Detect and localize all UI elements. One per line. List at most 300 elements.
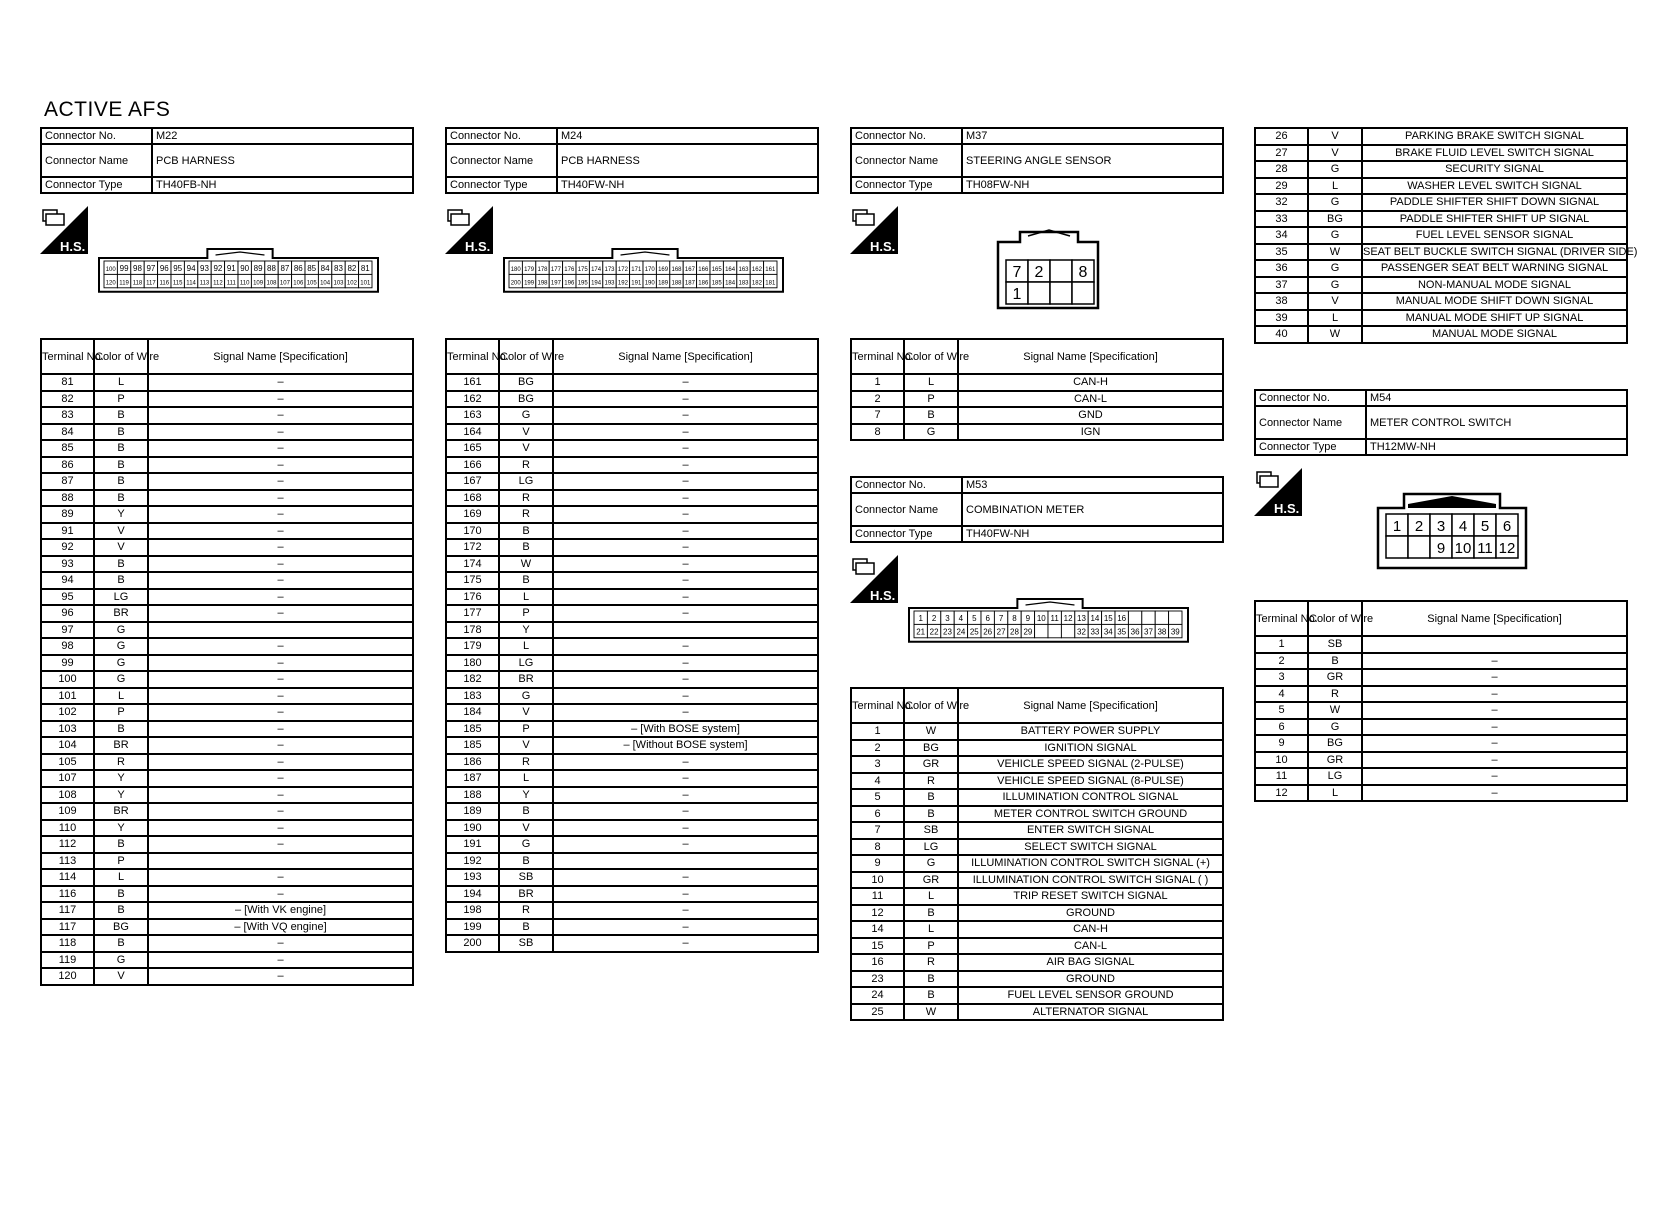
connector-name-label: Connector Name [41,144,152,177]
signal-name-cell: – [148,820,413,837]
terminal-no-cell: 38 [1255,293,1308,310]
pin-label: 5 [1480,518,1490,535]
terminal-no-cell: 178 [446,622,499,639]
signal-name-cell: GROUND [958,905,1223,922]
signal-name-cell: – [553,869,818,886]
signal-name-cell: – [148,605,413,622]
signal-name-cell: SELECT SWITCH SIGNAL [958,839,1223,856]
wire-color-cell: G [499,688,553,705]
wire-color-cell: B [94,424,148,441]
terminal-no-cell: 117 [41,919,94,936]
table-row [41,572,413,589]
pin-cell [1155,611,1168,624]
pin-label: 119 [119,280,129,287]
signal-name-header: Signal Name [Specification] [958,339,1223,374]
wire-color-cell: GR [1308,669,1362,686]
terminal-no-cell: 95 [41,589,94,606]
pin-label: 25 [969,627,979,637]
wire-color-cell: B [94,556,148,573]
connector-name-label: Connector Name [851,493,962,526]
signal-name-cell: – [148,836,413,853]
pin-label: 36 [1130,627,1140,637]
terminal-no-cell: 33 [1255,211,1308,228]
table-row [41,506,413,523]
hs-label: H.S. [870,588,896,603]
connector-type-value: TH12MW-NH [1366,439,1627,455]
wire-color-cell: B [94,457,148,474]
pin-label: 189 [658,280,669,287]
wire-color-cell: R [904,773,958,790]
table-row [446,704,818,721]
table-row [41,622,413,639]
color-of-wire-header: Color of Wire [94,339,148,374]
pin-label: 166 [698,267,709,274]
pin-label: 86 [293,264,303,274]
color-of-wire-header: Color of Wire [1308,601,1362,636]
pin-label: 2 [1414,518,1424,535]
signal-name-header: Signal Name [Specification] [1362,601,1627,636]
terminal-no-cell: 88 [41,490,94,507]
terminal-no-cell: 40 [1255,326,1308,343]
wire-color-cell: SB [904,822,958,839]
terminal-no-cell: 93 [41,556,94,573]
table-row [851,822,1223,839]
table-row [41,853,413,870]
pin-label: 117 [146,280,156,287]
table-row [446,902,818,919]
connector-type-label: Connector Type [851,526,962,542]
connector-no-value: M22 [152,128,413,144]
wire-color-cell: L [499,638,553,655]
pin-cell [1035,624,1048,637]
terminal-no-cell: 185 [446,737,499,754]
wire-color-cell: B [499,803,553,820]
terminal-no-cell: 34 [1255,227,1308,244]
wire-color-cell: W [1308,702,1362,719]
table-row [851,374,1223,391]
connector-type-label: Connector Type [446,177,557,193]
terminal-no-cell: 103 [41,721,94,738]
signal-name-cell: FUEL LEVEL SENSOR GROUND [958,987,1223,1004]
wire-color-cell: V [94,523,148,540]
terminal-no-cell: 113 [41,853,94,870]
wire-color-cell: V [1308,128,1362,145]
table-row [446,836,818,853]
wire-color-cell: W [904,1004,958,1021]
wire-color-cell: GR [904,756,958,773]
wire-color-cell: R [499,506,553,523]
terminal-no-cell: 167 [446,473,499,490]
terminal-no-cell: 186 [446,754,499,771]
pin-label: 177 [550,267,561,274]
table-row [1255,653,1627,670]
table-row [41,803,413,820]
signal-name-cell [148,853,413,870]
table-row [41,952,413,969]
signal-name-cell: – [1362,686,1627,703]
signal-name-cell: – [553,638,818,655]
table-row [446,506,818,523]
wire-color-cell: L [904,888,958,905]
terminal-no-cell: 164 [446,424,499,441]
table-row [446,391,818,408]
table-row [41,737,413,754]
table-row [851,987,1223,1004]
connector-type-value: TH08FW-NH [962,177,1223,193]
signal-name-cell: IGN [958,424,1223,441]
signal-name-cell: – [148,935,413,952]
pin-label: 99 [119,264,129,274]
pin-label: 171 [631,267,642,274]
hs-label: H.S. [1274,501,1300,516]
connector-type-value: TH40FW-NH [557,177,818,193]
terminal-no-cell: 35 [1255,244,1308,261]
terminal-no-cell: 89 [41,506,94,523]
table-row [446,473,818,490]
signal-name-cell: VEHICLE SPEED SIGNAL (2-PULSE) [958,756,1223,773]
connector-no-label: Connector No. [851,477,962,493]
signal-name-cell: – [553,473,818,490]
terminal-no-cell: 11 [851,888,904,905]
wire-color-cell: BR [499,671,553,688]
wire-color-cell: B [94,902,148,919]
table-row [446,523,818,540]
connector-type-label: Connector Type [1255,439,1366,455]
pin-label: 93 [200,264,209,274]
pin-label: 8 [1012,614,1017,624]
terminal-no-cell: 5 [851,789,904,806]
terminal-no-cell: 198 [446,902,499,919]
table-row [1255,244,1627,261]
terminal-no-cell: 176 [446,589,499,606]
signal-name-cell: AIR BAG SIGNAL [958,954,1223,971]
connector-m54-terminal-table [1254,600,1628,802]
table-row [851,1004,1223,1021]
table-row [446,803,818,820]
wire-color-cell: L [94,869,148,886]
table-row [446,688,818,705]
terminal-no-cell: 199 [446,919,499,936]
pin-label: 8 [1078,264,1088,281]
signal-name-cell: CAN-H [958,921,1223,938]
signal-name-cell: – [553,424,818,441]
connector-type-value: TH40FB-NH [152,177,413,193]
terminal-no-cell: 2 [851,740,904,757]
wire-color-cell: B [904,407,958,424]
pin-label: 98 [133,264,142,274]
signal-name-cell: GND [958,407,1223,424]
pin-label: 13 [1077,614,1086,624]
wire-color-cell: G [499,407,553,424]
wire-color-cell: Y [94,820,148,837]
wire-color-cell: L [1308,785,1362,802]
terminal-no-cell: 12 [1255,785,1308,802]
wire-color-cell: SB [499,935,553,952]
table-row [851,905,1223,922]
table-row [851,872,1223,889]
connector-m24-info [445,127,819,194]
table-row [1255,260,1627,277]
terminal-no-cell: 82 [41,391,94,408]
terminal-no-header: Terminal No. [446,339,499,374]
pin-label: 164 [725,267,736,274]
terminal-no-cell: 114 [41,869,94,886]
wire-color-cell: LG [904,839,958,856]
pin-label: 37 [1144,627,1153,637]
pin-cell [1169,611,1182,624]
wire-color-cell: B [499,853,553,870]
connector-no-label: Connector No. [41,128,152,144]
table-row [446,787,818,804]
signal-name-cell: – [148,770,413,787]
signal-name-cell: – [148,638,413,655]
wire-color-cell: Y [499,622,553,639]
table-row [446,440,818,457]
pin-label: 91 [226,264,236,274]
wire-color-cell: W [904,723,958,740]
signal-name-cell: – [148,374,413,391]
signal-name-cell: MANUAL MODE SHIFT DOWN SIGNAL [1362,293,1627,310]
terminal-no-cell: 163 [446,407,499,424]
table-row [446,737,818,754]
pin-cell [1386,536,1408,558]
wire-color-cell: V [499,424,553,441]
pin-label: 180 [510,267,521,274]
harness-side-connector-icon [850,206,898,254]
terminal-no-cell: 27 [1255,145,1308,162]
wire-color-cell: GR [1308,752,1362,769]
wire-color-cell: P [904,391,958,408]
pin-label: 199 [524,280,535,287]
terminal-no-cell: 101 [41,688,94,705]
pin-cell [1048,624,1061,637]
wire-color-cell: P [499,605,553,622]
signal-name-cell: – [148,539,413,556]
signal-name-cell: – [1362,669,1627,686]
wire-color-cell: L [904,921,958,938]
terminal-no-cell: 192 [446,853,499,870]
signal-name-header: Signal Name [Specification] [553,339,818,374]
pin-label: 198 [537,280,548,287]
table-row [851,773,1223,790]
connector-type-label: Connector Type [41,177,152,193]
pin-label: 105 [306,280,317,287]
pin-label: 92 [213,264,223,274]
terminal-no-cell: 37 [1255,277,1308,294]
connector-no-value: M37 [962,128,1223,144]
signal-name-cell: – [148,968,413,985]
pin-label: 21 [916,627,926,637]
wire-color-cell: B [94,836,148,853]
signal-name-cell: – [553,787,818,804]
pin-label: 6 [1502,518,1512,535]
pin-label: 196 [564,280,575,287]
pin-label: 182 [751,280,762,287]
signal-name-cell: – [148,787,413,804]
wire-color-cell: G [499,836,553,853]
wire-color-cell: LG [94,589,148,606]
table-row [41,391,413,408]
wire-color-cell: G [94,671,148,688]
signal-name-cell: MANUAL MODE SIGNAL [1362,326,1627,343]
table-row [446,556,818,573]
table-row [41,820,413,837]
signal-name-cell: – [553,704,818,721]
wire-color-cell: B [499,919,553,936]
terminal-no-cell: 193 [446,869,499,886]
pin-label: 84 [320,264,330,274]
table-row [41,655,413,672]
pin-label: 22 [929,627,939,637]
pin-label: 14 [1090,614,1100,624]
wire-color-cell: B [94,473,148,490]
signal-name-cell: – [553,556,818,573]
connector-no-label: Connector No. [446,128,557,144]
pin-label: 170 [644,267,655,274]
terminal-no-cell: 175 [446,572,499,589]
table-row [1255,702,1627,719]
pin-label: 3 [1436,518,1446,535]
pin-label: 6 [985,614,990,624]
table-row [851,971,1223,988]
terminal-no-cell: 29 [1255,178,1308,195]
wire-color-cell: G [94,622,148,639]
table-row [41,886,413,903]
terminal-no-cell: 6 [851,806,904,823]
terminal-no-cell: 10 [1255,752,1308,769]
wire-color-cell: V [499,704,553,721]
pin-label: 1 [1012,286,1022,303]
wire-color-cell: R [94,754,148,771]
pin-label: 96 [159,264,169,274]
hs-label: H.S. [870,239,896,254]
terminal-no-cell: 84 [41,424,94,441]
signal-name-cell: NON-MANUAL MODE SIGNAL [1362,277,1627,294]
wire-color-cell: P [94,853,148,870]
pin-label: 186 [698,280,709,287]
pin-label: 10 [1036,614,1046,624]
terminal-no-cell: 15 [851,938,904,955]
wire-color-cell: R [904,954,958,971]
connector-m54-info [1254,389,1628,456]
connector-m22-face-diagram [97,247,379,293]
connector-m22-info [40,127,414,194]
signal-name-cell: – [148,391,413,408]
table-row [41,407,413,424]
signal-name-cell: – [148,737,413,754]
signal-name-cell: – [148,572,413,589]
signal-name-cell: – [1362,768,1627,785]
signal-name-cell: – [148,424,413,441]
table-row [446,754,818,771]
signal-name-cell: – [553,374,818,391]
pin-label: 163 [738,267,749,274]
signal-name-cell: – [1362,702,1627,719]
pin-label: 83 [334,264,343,274]
wire-color-cell: LG [1308,768,1362,785]
terminal-no-cell: 109 [41,803,94,820]
signal-name-cell: – [148,440,413,457]
table-row [41,556,413,573]
table-row [446,638,818,655]
terminal-no-cell: 99 [41,655,94,672]
signal-name-cell [148,622,413,639]
wire-color-cell: R [499,457,553,474]
signal-name-cell: – [148,457,413,474]
pin-label: 112 [213,280,223,287]
terminal-no-cell: 184 [446,704,499,721]
table-row [41,539,413,556]
pin-label: 111 [226,280,236,287]
terminal-no-cell: 83 [41,407,94,424]
table-row [41,770,413,787]
signal-name-cell: – [553,440,818,457]
terminal-no-cell: 10 [851,872,904,889]
terminal-no-cell: 200 [446,935,499,952]
connector-m53-info [850,476,1224,543]
wire-color-cell: P [94,704,148,721]
pin-label: 190 [644,280,655,287]
terminal-no-cell: 39 [1255,310,1308,327]
signal-name-cell: ENTER SWITCH SIGNAL [958,822,1223,839]
signal-name-cell: BRAKE FLUID LEVEL SWITCH SIGNAL [1362,145,1627,162]
pin-label: 179 [524,267,535,274]
wire-color-cell: Y [94,506,148,523]
signal-name-cell: PADDLE SHIFTER SHIFT UP SIGNAL [1362,211,1627,228]
signal-name-cell: – [553,803,818,820]
signal-name-cell: CAN-L [958,391,1223,408]
signal-name-cell: – [148,407,413,424]
wire-color-cell: BG [499,374,553,391]
terminal-no-cell: 119 [41,952,94,969]
signal-name-cell: – [553,572,818,589]
pin-label: 104 [320,280,331,287]
wire-color-cell: G [94,655,148,672]
signal-name-cell: PADDLE SHIFTER SHIFT DOWN SIGNAL [1362,194,1627,211]
wire-color-cell: B [94,572,148,589]
terminal-no-cell: 1 [851,374,904,391]
table-row [41,935,413,952]
wire-color-cell: W [1308,244,1362,261]
table-row [41,919,413,936]
terminal-no-cell: 5 [1255,702,1308,719]
wire-color-cell: L [94,374,148,391]
wire-color-cell: W [499,556,553,573]
wire-color-cell: V [1308,293,1362,310]
wire-color-cell: V [94,539,148,556]
signal-name-cell: – [553,688,818,705]
wire-color-cell: B [94,407,148,424]
table-row [1255,768,1627,785]
table-row [851,407,1223,424]
connector-m22-terminal-table [40,338,414,986]
wire-color-cell: B [904,905,958,922]
terminal-no-cell: 8 [851,839,904,856]
signal-name-cell: – [148,490,413,507]
table-row [851,806,1223,823]
pin-label: 26 [983,627,993,637]
terminal-no-cell: 100 [41,671,94,688]
signal-name-cell: CAN-H [958,374,1223,391]
signal-name-cell: – [148,523,413,540]
pin-label: 194 [591,280,602,287]
pin-label: 195 [577,280,588,287]
color-of-wire-header: Color of Wire [499,339,553,374]
pin-label: 16 [1117,614,1127,624]
table-row [851,938,1223,955]
pin-label: 12 [1063,614,1073,624]
terminal-no-cell: 91 [41,523,94,540]
